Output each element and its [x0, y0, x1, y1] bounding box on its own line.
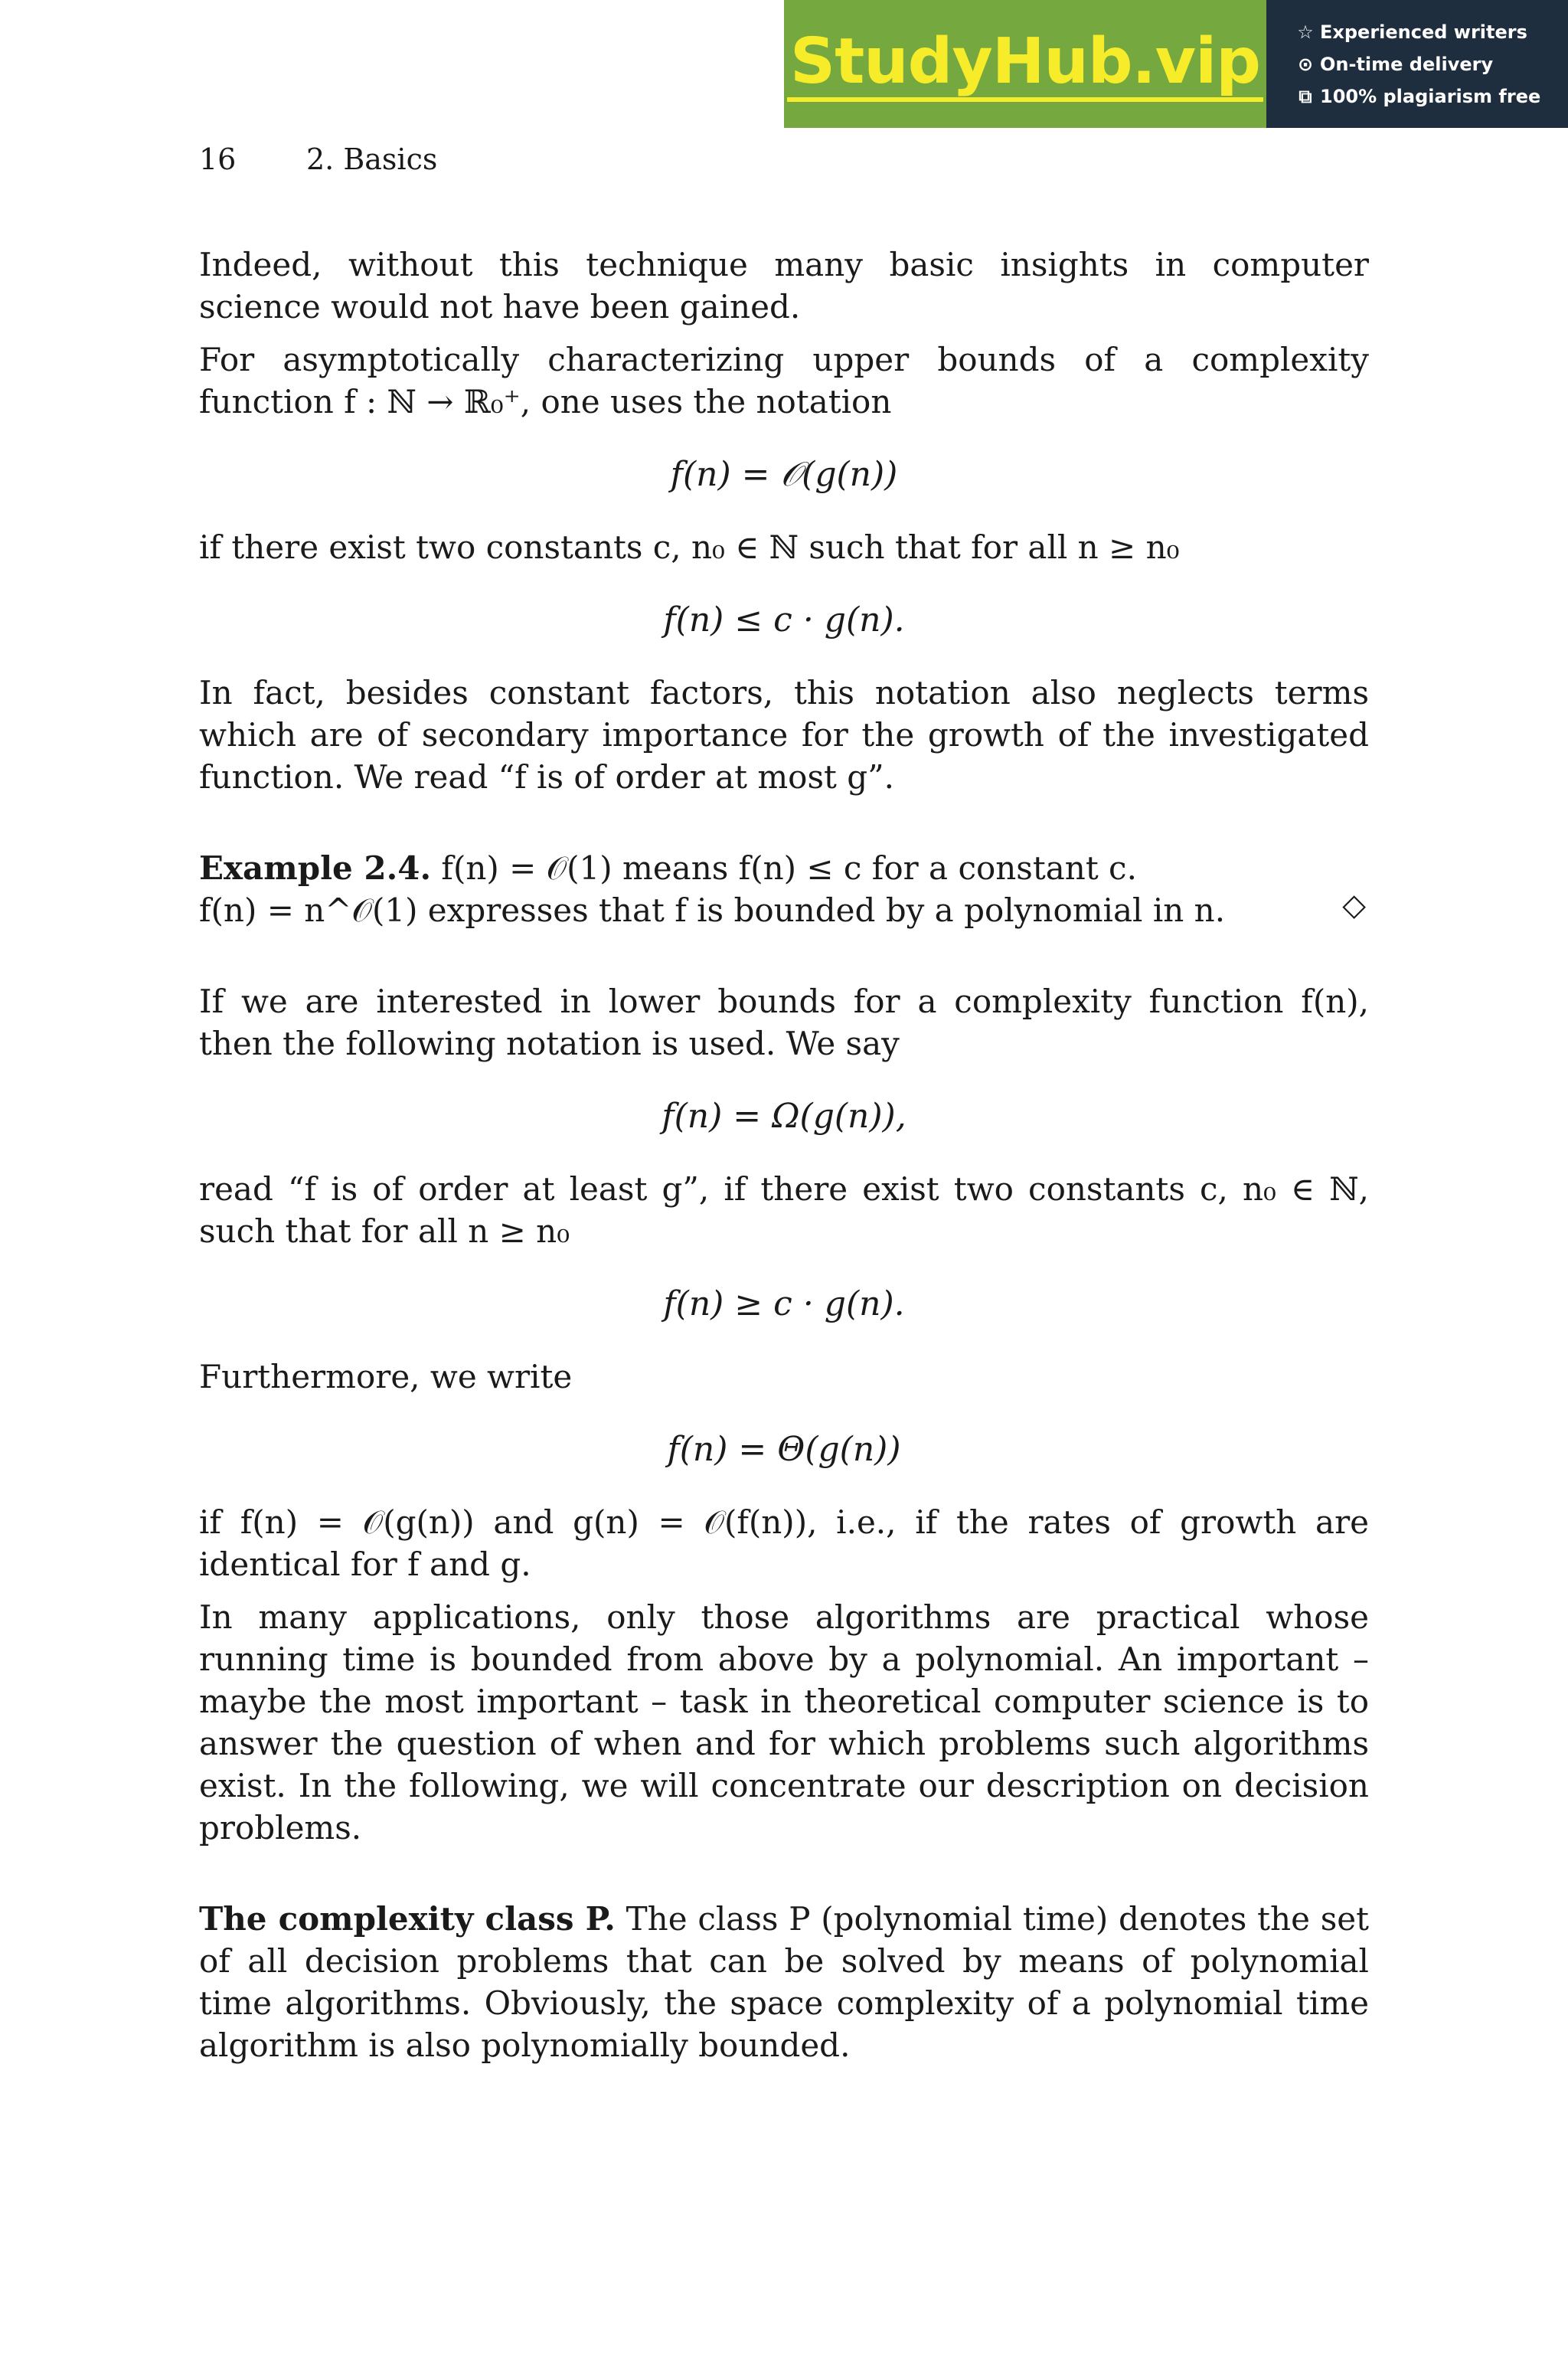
banner-features	[1266, 0, 1568, 128]
equation: f(n) = Θ(g(n))	[667, 1430, 901, 1469]
clock-icon: ⊙	[1297, 53, 1314, 75]
paragraph: In fact, besides constant factors, this notation also neglects terms which are of secondary importance for the growth of the investigated function. We read “f is of order at most g”.	[199, 674, 1369, 796]
section-label: The complexity class P.	[199, 1900, 616, 1938]
paragraph-text: The class P (polynomial time) denotes the set of all decision problems that can be solved by means of polynomial time algorithms. Obviously, the space complexity of a polynomial time algorithm is also polynomially bounded.	[199, 1900, 1369, 2064]
end-of-example-icon: ◇	[1342, 888, 1366, 923]
equation: f(n) = 𝒪(g(n))	[670, 455, 898, 494]
feature-label: 100% plagiarism free	[1320, 85, 1541, 107]
running-header	[199, 142, 437, 176]
feature-label: Experienced writers	[1320, 21, 1527, 43]
chapter-title: 2. Basics	[306, 142, 438, 176]
example-text: f(n) = 𝒪(1) means f(n) ≤ c for a constant c.	[431, 849, 1137, 887]
equation: f(n) = Ω(g(n)),	[662, 1097, 906, 1136]
paragraph: Furthermore, we write	[199, 1358, 573, 1395]
paragraph-complexity-class-p	[199, 1898, 1369, 2066]
page-number: 16	[199, 142, 237, 176]
studyhub-logo[interactable]: StudyHub.vip	[787, 27, 1263, 102]
feature-on-time-delivery	[1295, 54, 1568, 75]
example-block	[199, 847, 1369, 931]
equation: f(n) ≤ c · g(n).	[663, 600, 905, 639]
paragraph: Indeed, without this technique many basic insights in computer science would not have been gained.	[199, 246, 1369, 325]
banner-logo-area[interactable]	[784, 0, 1266, 128]
example-text: f(n) = n^𝒪(1) expresses that f is bounded by a polynomial in n.	[199, 891, 1226, 929]
star-outline-icon: ☆	[1297, 21, 1314, 43]
paragraph: read “f is of order at least g”, if there exist two constants c, n₀ ∈ ℕ, such that for all n ≥ n₀	[199, 1170, 1369, 1250]
ad-banner[interactable]	[784, 0, 1568, 128]
page-body	[199, 244, 1369, 2066]
example-label: Example 2.4.	[199, 849, 432, 887]
copy-icon: ⧉	[1298, 85, 1312, 107]
paragraph: For asymptotically characterizing upper bounds of a complexity function f : ℕ → ℝ₀⁺, one uses the notation	[199, 341, 1369, 420]
paragraph: In many applications, only those algorithms are practical whose running time is bounded from above by a polynomial. An important – maybe the most important – task in theoretical computer science is to answer the question of when and for which problems such algorithms exist. In the following, we will concentrate our description on decision problems.	[199, 1598, 1369, 1846]
feature-plagiarism-free	[1295, 86, 1568, 107]
feature-experienced-writers	[1295, 21, 1568, 43]
paragraph: If we are interested in lower bounds for a complexity function f(n), then the following notation is used. We say	[199, 983, 1369, 1062]
paragraph: if f(n) = 𝒪(g(n)) and g(n) = 𝒪(f(n)), i.e., if the rates of growth are identical for f and g.	[199, 1503, 1369, 1583]
paragraph: if there exist two constants c, n₀ ∈ ℕ such that for all n ≥ n₀	[199, 528, 1180, 566]
equation: f(n) ≥ c · g(n).	[663, 1284, 905, 1323]
feature-label: On-time delivery	[1320, 53, 1494, 75]
